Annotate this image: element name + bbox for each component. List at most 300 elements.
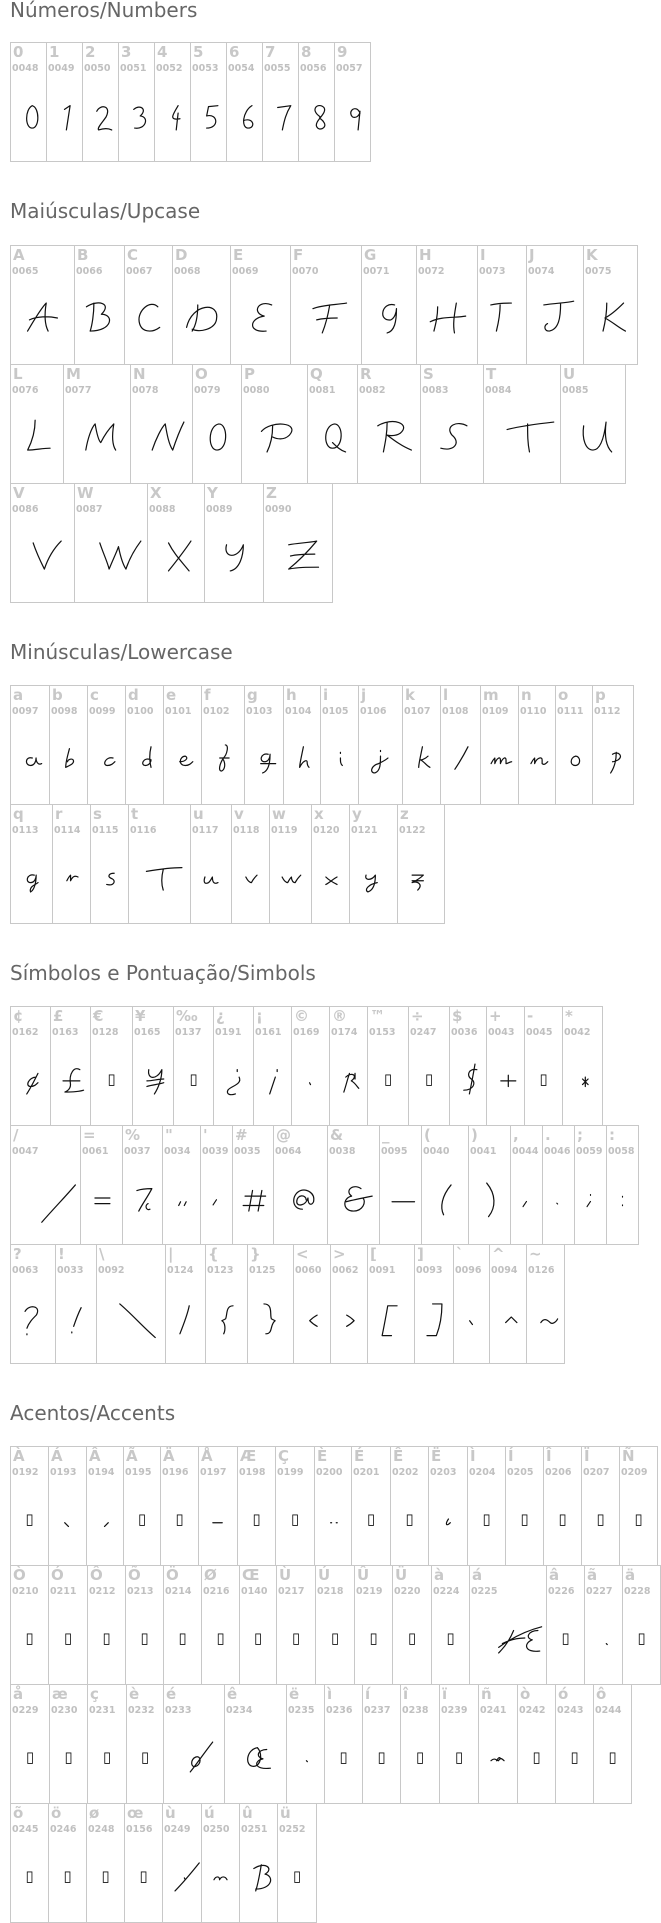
glyph-cell[interactable] <box>10 1006 51 1126</box>
missing-glyph-icon: ▯ <box>63 1867 72 1885</box>
glyph-cell[interactable] <box>421 1125 469 1245</box>
glyph-char-label: B <box>77 246 89 264</box>
glyph-char-label: ( <box>424 1126 431 1144</box>
glyph-code-label: 0163 <box>52 1027 79 1038</box>
glyph-cell[interactable] <box>10 483 75 603</box>
glyph-cell[interactable] <box>298 42 335 162</box>
glyph-cell[interactable] <box>416 245 478 365</box>
glyph-cell[interactable] <box>276 1565 316 1685</box>
glyph-code-label: 0114 <box>54 825 81 836</box>
glyph-cell[interactable] <box>483 364 561 484</box>
glyph-code-label: 0174 <box>331 1027 358 1038</box>
glyph-code-label: 0111 <box>557 706 584 717</box>
glyph-cell[interactable] <box>201 1803 240 1923</box>
glyph-char-label: 6 <box>229 43 240 61</box>
glyph-cell[interactable] <box>90 804 129 924</box>
glyph-char-label: ù <box>165 1804 176 1822</box>
glyph-cell[interactable] <box>263 483 333 603</box>
glyph-cell[interactable] <box>290 245 362 365</box>
script-glyph-icon <box>50 730 87 786</box>
glyph-cell[interactable] <box>358 685 403 805</box>
glyph-preview <box>124 1491 160 1547</box>
glyph-cell[interactable] <box>262 42 299 162</box>
glyph-cell[interactable] <box>118 42 155 162</box>
glyph-preview <box>53 849 90 905</box>
script-glyph-icon <box>585 1610 622 1666</box>
glyph-cell[interactable] <box>162 1803 202 1923</box>
glyph-char-label: * <box>565 1007 573 1025</box>
glyph-cell[interactable] <box>330 1244 368 1364</box>
script-glyph-icon <box>11 1170 80 1226</box>
glyph-preview <box>391 1491 428 1547</box>
missing-glyph-icon: ▯ <box>415 1748 425 1766</box>
glyph-cell[interactable] <box>324 1684 363 1804</box>
glyph-cell[interactable] <box>400 1684 440 1804</box>
glyph-cell[interactable] <box>351 1446 391 1566</box>
glyph-cell[interactable] <box>489 1244 527 1364</box>
glyph-cell[interactable] <box>431 1565 470 1685</box>
glyph-char-label: Î <box>546 1447 552 1465</box>
glyph-cell[interactable] <box>126 1684 164 1804</box>
glyph-cell[interactable] <box>408 1006 450 1126</box>
glyph-char-label: à <box>434 1566 445 1584</box>
glyph-stroke <box>244 106 253 128</box>
glyph-stroke <box>222 1306 233 1334</box>
glyph-cell[interactable] <box>560 364 626 484</box>
glyph-stroke <box>282 875 301 882</box>
script-glyph-icon <box>481 730 518 786</box>
missing-glyph-icon: ▯ <box>454 1748 464 1766</box>
script-glyph-icon <box>225 1729 286 1785</box>
glyph-cell[interactable] <box>10 1565 49 1685</box>
glyph-char-label: Ô <box>90 1566 103 1584</box>
glyph-cell[interactable] <box>283 685 321 805</box>
script-glyph-icon <box>202 1848 239 1904</box>
glyph-cell[interactable] <box>357 364 421 484</box>
glyph-cell[interactable] <box>128 804 191 924</box>
glyph-preview <box>88 1729 126 1785</box>
missing-glyph-icon: ▯ <box>339 1748 348 1766</box>
glyph-stroke <box>72 1308 81 1333</box>
glyph-char-label: D <box>175 246 188 264</box>
glyph-char-label: ã <box>587 1566 598 1584</box>
glyph-code-label: 0204 <box>469 1467 496 1478</box>
glyph-char-label: l <box>443 686 449 704</box>
glyph-cell[interactable] <box>542 1125 575 1245</box>
glyph-cell[interactable] <box>122 1125 163 1245</box>
glyph-cell[interactable] <box>198 1446 238 1566</box>
glyph-cell[interactable] <box>524 1006 563 1126</box>
glyph-preview <box>11 1610 48 1666</box>
script-glyph-icon <box>248 1289 293 1345</box>
glyph-cell[interactable] <box>10 1244 56 1364</box>
glyph-char-label: . <box>545 1126 551 1144</box>
script-glyph-icon <box>270 849 311 905</box>
glyph-code-label: 0050 <box>84 63 111 74</box>
script-glyph-icon <box>11 730 49 786</box>
glyph-cell[interactable] <box>315 1565 355 1685</box>
glyph-preview <box>88 1610 125 1666</box>
glyph-cell[interactable] <box>237 1446 276 1566</box>
glyph-code-label: 0137 <box>175 1027 202 1038</box>
glyph-preview <box>164 1610 201 1666</box>
glyph-cell[interactable] <box>52 804 91 924</box>
glyph-cell[interactable] <box>125 1565 164 1685</box>
glyph-code-label: 0196 <box>162 1467 189 1478</box>
glyph-preview <box>254 1051 291 1107</box>
glyph-cell[interactable] <box>172 245 231 365</box>
glyph-cell[interactable] <box>165 1244 206 1364</box>
glyph-cell[interactable] <box>231 804 270 924</box>
glyph-cell[interactable] <box>86 1803 125 1923</box>
glyph-cell[interactable] <box>10 1125 81 1245</box>
glyph-cell[interactable] <box>124 1803 163 1923</box>
glyph-code-label: 0065 <box>12 266 39 277</box>
glyph-preview <box>164 1729 224 1785</box>
glyph-cell[interactable] <box>354 1565 393 1685</box>
glyph-cell[interactable] <box>200 1125 233 1245</box>
glyph-char-label: b <box>52 686 63 704</box>
glyph-preview <box>161 1491 198 1547</box>
glyph-cell[interactable] <box>213 1006 254 1126</box>
glyph-cell[interactable] <box>74 245 125 365</box>
glyph-code-label: 0194 <box>88 1467 115 1478</box>
glyph-code-label: 0096 <box>455 1265 482 1276</box>
glyph-preview <box>584 290 637 346</box>
script-glyph-icon <box>563 1051 602 1107</box>
glyph-cell[interactable] <box>232 1125 274 1245</box>
glyph-stroke <box>42 1185 76 1222</box>
glyph-cell[interactable] <box>96 1244 166 1364</box>
glyph-cell[interactable] <box>510 1125 543 1245</box>
glyph-cell[interactable] <box>314 1446 352 1566</box>
script-glyph-icon <box>125 290 172 346</box>
glyph-cell[interactable] <box>414 1244 454 1364</box>
script-glyph-icon <box>321 730 358 786</box>
glyph-cell[interactable] <box>275 1446 315 1566</box>
script-glyph-icon <box>129 849 190 905</box>
glyph-preview <box>393 1610 431 1666</box>
glyph-cell[interactable] <box>163 1565 202 1685</box>
glyph-cell[interactable] <box>379 1125 422 1245</box>
glyph-cell[interactable] <box>469 1565 547 1685</box>
glyph-cell[interactable] <box>162 1125 201 1245</box>
glyph-cell[interactable] <box>367 1244 415 1364</box>
glyph-cell[interactable] <box>486 1006 525 1126</box>
glyph-preview <box>527 290 583 346</box>
glyph-stroke <box>180 756 193 765</box>
glyph-char-label: G <box>364 246 377 264</box>
glyph-preview <box>233 1170 273 1226</box>
glyph-cell[interactable] <box>244 685 284 805</box>
script-glyph-icon <box>87 1491 123 1547</box>
missing-glyph-icon: ▯ <box>539 1070 548 1088</box>
glyph-cell[interactable] <box>367 1006 409 1126</box>
glyph-cell[interactable] <box>192 364 242 484</box>
glyph-code-label: 0191 <box>215 1027 242 1038</box>
glyph-cell[interactable] <box>320 685 359 805</box>
glyph-cell[interactable] <box>390 1446 429 1566</box>
glyph-char-label: r <box>55 805 63 823</box>
glyph-cell[interactable] <box>86 1446 124 1566</box>
script-glyph-icon <box>312 849 349 905</box>
glyph-cell[interactable] <box>622 1565 661 1685</box>
glyph-cell[interactable] <box>453 1244 490 1364</box>
glyph-code-label: 0057 <box>336 63 363 74</box>
missing-glyph-icon: ▯ <box>140 1629 149 1647</box>
glyph-cell[interactable] <box>130 364 193 484</box>
glyph-code-label: 0199 <box>277 1467 304 1478</box>
glyph-char-label: d <box>128 686 139 704</box>
glyph-cell[interactable] <box>173 1006 214 1126</box>
glyph-code-label: 0101 <box>165 706 192 717</box>
glyph-cell[interactable] <box>517 1684 556 1804</box>
glyph-preview <box>199 1491 237 1547</box>
glyph-char-label: ~ <box>529 1245 542 1263</box>
glyph-char-label: Ö <box>166 1566 179 1584</box>
glyph-cell[interactable] <box>10 804 53 924</box>
glyph-cell[interactable] <box>147 483 205 603</box>
glyph-cell[interactable] <box>10 1446 49 1566</box>
glyph-cell[interactable] <box>327 1125 380 1245</box>
glyph-code-label: 0113 <box>12 825 39 836</box>
glyph-char-label: ¥ <box>135 1007 146 1025</box>
glyph-cell[interactable] <box>273 1125 328 1245</box>
glyph-cell[interactable] <box>10 364 64 484</box>
glyph-cell[interactable] <box>584 1565 623 1685</box>
glyph-char-label: £ <box>53 1007 64 1025</box>
glyph-cell[interactable] <box>10 245 75 365</box>
glyph-cell[interactable] <box>293 1244 331 1364</box>
glyph-cell[interactable] <box>397 804 445 924</box>
glyph-char-label: Ñ <box>622 1447 635 1465</box>
glyph-code-label: 0225 <box>471 1586 498 1597</box>
glyph-cell[interactable] <box>593 1684 632 1804</box>
glyph-stroke <box>430 303 465 333</box>
glyph-cell[interactable] <box>132 1006 174 1126</box>
glyph-cell[interactable] <box>349 804 398 924</box>
section-title-acentos-accents: Acentos/Accents <box>10 1401 176 1425</box>
script-glyph-icon <box>148 528 204 584</box>
glyph-cell[interactable] <box>87 685 126 805</box>
glyph-cell[interactable] <box>555 685 593 805</box>
script-glyph-icon <box>584 290 637 346</box>
glyph-char-label: } <box>250 1245 261 1263</box>
glyph-stroke <box>226 545 243 571</box>
glyph-cell[interactable] <box>592 685 634 805</box>
glyph-cell[interactable] <box>205 1244 248 1364</box>
glyph-stroke <box>173 106 180 130</box>
glyph-stroke <box>383 304 397 332</box>
glyph-cell[interactable] <box>361 245 417 365</box>
glyph-code-label: 0036 <box>451 1027 478 1038</box>
glyph-preview <box>308 409 357 465</box>
glyph-cell[interactable] <box>402 685 441 805</box>
glyph-char-label: q <box>13 805 24 823</box>
glyph-preview <box>242 409 307 465</box>
glyph-cell[interactable] <box>253 1006 292 1126</box>
missing-glyph-icon: ▯ <box>25 1629 34 1647</box>
glyph-code-label: 0241 <box>480 1705 507 1716</box>
glyph-cell[interactable] <box>526 245 584 365</box>
glyph-cell[interactable] <box>329 1006 368 1126</box>
glyph-cell[interactable] <box>224 1684 287 1804</box>
glyph-cell[interactable] <box>163 685 202 805</box>
glyph-cell[interactable] <box>526 1244 565 1364</box>
glyph-cell[interactable] <box>468 1125 511 1245</box>
glyph-cell[interactable] <box>307 364 358 484</box>
glyph-char-label: v <box>234 805 244 823</box>
glyph-char-label: e <box>166 686 177 704</box>
glyph-cell[interactable] <box>90 1006 133 1126</box>
glyph-cell[interactable] <box>555 1684 594 1804</box>
glyph-char-label: ó <box>558 1685 569 1703</box>
script-glyph-icon <box>126 730 163 786</box>
glyph-cell[interactable] <box>480 685 519 805</box>
glyph-cell[interactable] <box>247 1244 294 1364</box>
glyph-cell[interactable] <box>230 245 291 365</box>
glyph-cell[interactable] <box>124 245 173 365</box>
glyph-code-label: 0041 <box>470 1146 497 1157</box>
glyph-cell[interactable] <box>467 1446 506 1566</box>
glyph-cell[interactable] <box>160 1446 199 1566</box>
glyph-cell[interactable] <box>562 1006 603 1126</box>
glyph-cell[interactable] <box>291 1006 330 1126</box>
glyph-preview <box>294 1289 330 1345</box>
glyph-cell[interactable] <box>48 1803 87 1923</box>
glyph-cell[interactable] <box>518 685 556 805</box>
glyph-preview <box>506 1491 543 1547</box>
glyph-cell[interactable] <box>581 1446 620 1566</box>
glyph-cell[interactable] <box>87 1684 127 1804</box>
glyph-cell[interactable] <box>583 245 638 365</box>
glyph-code-label: 0203 <box>430 1467 457 1478</box>
glyph-cell[interactable] <box>82 42 119 162</box>
glyph-code-label: 0239 <box>441 1705 468 1716</box>
glyph-cell[interactable] <box>204 483 264 603</box>
glyph-cell[interactable] <box>362 1684 401 1804</box>
script-glyph-icon <box>193 409 241 465</box>
glyph-stroke <box>86 303 109 331</box>
glyph-stroke <box>105 758 115 766</box>
glyph-cell[interactable] <box>239 1803 278 1923</box>
glyph-cell[interactable] <box>10 685 50 805</box>
glyph-code-label: 0235 <box>288 1705 315 1716</box>
glyph-cell[interactable] <box>505 1446 544 1566</box>
glyph-cell[interactable] <box>440 685 481 805</box>
missing-glyph-icon: ▯ <box>102 1629 111 1647</box>
glyph-cell[interactable] <box>50 1006 91 1126</box>
glyph-cell[interactable] <box>277 1803 317 1923</box>
glyph-cell[interactable] <box>428 1446 468 1566</box>
glyph-preview <box>330 1051 367 1107</box>
glyph-cell[interactable] <box>154 42 191 162</box>
glyph-cell[interactable] <box>10 1684 50 1804</box>
glyph-preview <box>264 528 332 584</box>
glyph-cell[interactable] <box>190 42 227 162</box>
glyph-cell[interactable] <box>420 364 484 484</box>
glyph-cell[interactable] <box>392 1565 432 1685</box>
glyph-cell[interactable] <box>543 1446 582 1566</box>
missing-glyph-icon: ▯ <box>608 1748 617 1766</box>
glyph-cell[interactable] <box>80 1125 123 1245</box>
glyph-code-label: 0042 <box>564 1027 591 1038</box>
glyph-code-label: 0045 <box>526 1027 553 1038</box>
glyph-code-label: 0060 <box>295 1265 322 1276</box>
glyph-cell[interactable] <box>619 1446 658 1566</box>
glyph-cell[interactable] <box>546 1565 585 1685</box>
glyph-cell[interactable] <box>55 1244 97 1364</box>
glyph-cell[interactable] <box>449 1006 487 1126</box>
glyph-cell[interactable] <box>201 1565 240 1685</box>
glyph-stroke <box>67 875 78 881</box>
glyph-preview <box>299 87 334 143</box>
glyph-cell[interactable] <box>125 685 164 805</box>
glyph-cell[interactable] <box>163 1684 225 1804</box>
glyph-cell[interactable] <box>10 1803 49 1923</box>
glyph-cell[interactable] <box>74 483 148 603</box>
glyph-preview <box>380 1170 421 1226</box>
glyph-preview <box>88 730 125 786</box>
glyph-char-label: É <box>354 1447 365 1465</box>
glyph-char-label: N <box>133 365 146 383</box>
glyph-cell[interactable] <box>123 1446 161 1566</box>
script-glyph-icon <box>123 1170 162 1226</box>
glyph-preview <box>202 730 244 786</box>
glyph-cell[interactable] <box>190 804 232 924</box>
glyph-code-label: 0039 <box>202 1146 229 1157</box>
glyph-cell[interactable] <box>269 804 312 924</box>
missing-glyph-icon: ▯ <box>137 1510 147 1528</box>
glyph-preview <box>335 87 370 143</box>
glyph-cell[interactable] <box>226 42 263 162</box>
glyph-cell[interactable] <box>311 804 350 924</box>
glyph-cell[interactable] <box>239 1565 277 1685</box>
glyph-char-label: / <box>13 1126 19 1144</box>
glyph-char-label: % <box>125 1126 141 1144</box>
glyph-cell[interactable] <box>10 42 47 162</box>
glyph-char-label: \ <box>99 1245 105 1263</box>
glyph-preview <box>292 1051 329 1107</box>
glyph-cell[interactable] <box>439 1684 479 1804</box>
glyph-char-label: = <box>83 1126 96 1144</box>
glyph-cell[interactable] <box>286 1684 325 1804</box>
script-glyph-icon <box>368 1289 414 1345</box>
glyph-cell[interactable] <box>48 1446 87 1566</box>
glyph-code-label: 0069 <box>232 266 259 277</box>
glyph-code-label: 0228 <box>624 1586 651 1597</box>
glyph-stroke <box>207 106 218 128</box>
glyph-cell[interactable] <box>87 1565 126 1685</box>
glyph-cell[interactable] <box>606 1125 639 1245</box>
missing-glyph-icon: ▯ <box>292 1867 302 1885</box>
glyph-cell[interactable] <box>334 42 371 162</box>
glyph-char-label: Ã <box>126 1447 138 1465</box>
glyph-cell[interactable] <box>48 1565 88 1685</box>
glyph-cell[interactable] <box>241 364 308 484</box>
glyph-cell[interactable] <box>49 685 88 805</box>
glyph-cell[interactable] <box>574 1125 607 1245</box>
glyph-cell[interactable] <box>477 245 527 365</box>
glyph-cell[interactable] <box>63 364 131 484</box>
glyph-char-label: " <box>165 1126 173 1144</box>
glyph-char-label: æ <box>52 1685 68 1703</box>
glyph-cell[interactable] <box>49 1684 88 1804</box>
glyph-preview <box>119 87 154 143</box>
glyph-cell[interactable] <box>478 1684 518 1804</box>
glyph-cell[interactable] <box>46 42 83 162</box>
glyph-cell[interactable] <box>201 685 245 805</box>
